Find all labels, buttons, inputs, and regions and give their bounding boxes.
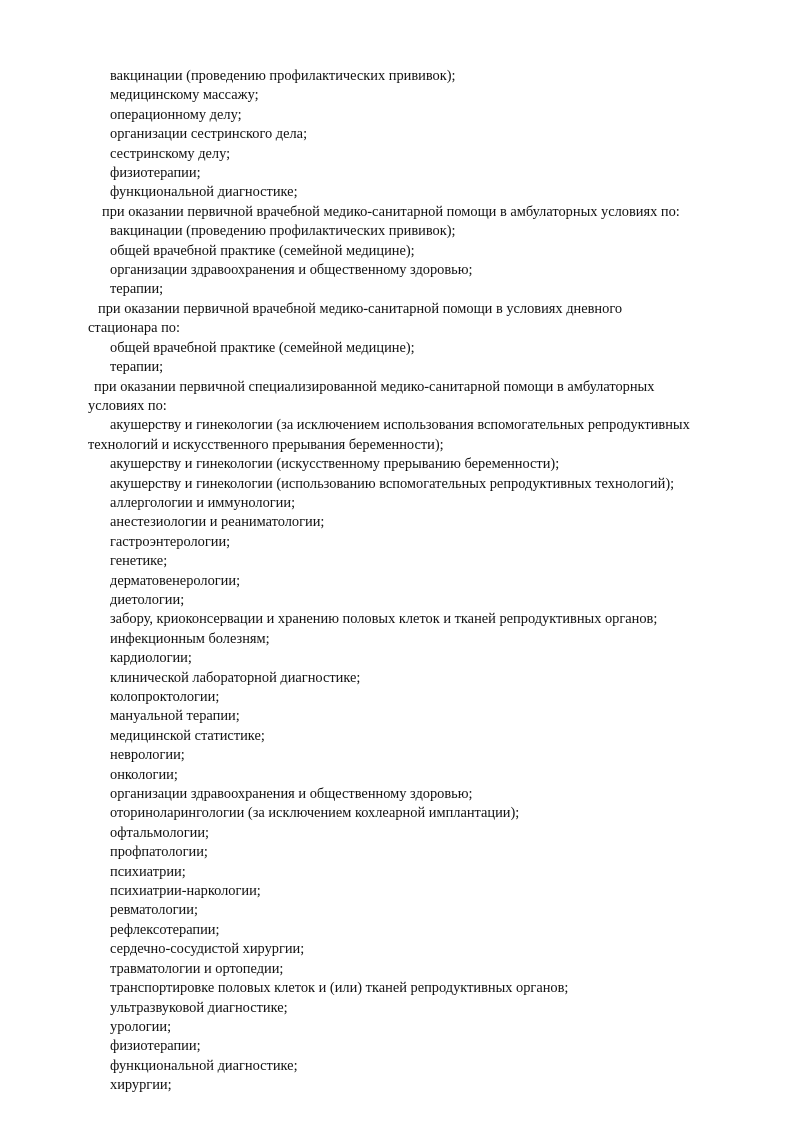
list-item: терапии; (110, 359, 164, 376)
list-item: колопроктологии; (110, 689, 220, 705)
list-item: генетике; (110, 553, 168, 570)
list-item: инфекционным болезням; (110, 630, 270, 647)
list-item: организации здравоохранения и общественному здоровью; (110, 262, 473, 279)
list-item: кардиологии; (110, 650, 192, 667)
list-item: организации сестринского дела; (110, 126, 308, 143)
list-item: клинической лабораторной диагностике; (110, 669, 361, 686)
section-heading-continuation: стационара по: (88, 320, 181, 337)
section-heading: при оказании первичной врачебной медико-санитарной помощи в амбулаторных условиях по: (102, 203, 680, 220)
list-item: анестезиологии и реаниматологии; (110, 514, 325, 531)
list-item: оториноларингологии (за исключением кохлеарной имплантации); (110, 805, 520, 822)
list-item: физиотерапии; (110, 165, 201, 182)
list-item: психиатрии-наркологии; (110, 883, 261, 900)
list-item: функциональной диагностике; (110, 184, 298, 201)
list-item: ревматологии; (110, 902, 198, 919)
list-item: онкологии; (110, 766, 178, 783)
list-item: вакцинации (проведению профилактических прививок); (110, 223, 456, 240)
document-body (88, 67, 768, 1096)
list-item: неврологии; (110, 747, 185, 764)
list-item: медицинскому массажу; (110, 87, 259, 104)
section-heading: при оказании первичной специализированной медико-санитарной помощи в амбулаторных (94, 378, 655, 395)
list-item: хирургии; (110, 1077, 172, 1094)
list-item: мануальной терапии; (110, 708, 240, 725)
section-heading: при оказании первичной врачебной медико-санитарной помощи в условиях дневного (98, 300, 623, 317)
list-item: транспортировке половых клеток и (или) тканей репродуктивных органов; (110, 980, 569, 997)
list-item: медицинской статистике; (110, 727, 265, 744)
list-item: общей врачебной практике (семейной медицине); (110, 339, 415, 356)
list-item: сердечно-сосудистой хирургии; (110, 941, 305, 958)
list-item: организации здравоохранения и общественному здоровью; (110, 786, 473, 803)
list-item: терапии; (110, 281, 164, 298)
list-item: вакцинации (проведению профилактических прививок); (110, 68, 456, 84)
list-item: дерматовенерологии; (110, 572, 241, 589)
list-item: общей врачебной практике (семейной медицине); (110, 242, 415, 259)
list-item: физиотерапии; (110, 1038, 201, 1055)
list-item: забору, криоконсервации и хранению половых клеток и тканей репродуктивных органов; (110, 611, 658, 628)
list-item: сестринскому делу; (110, 145, 231, 162)
list-item: психиатрии; (110, 863, 186, 880)
list-item: ультразвуковой диагностике; (110, 999, 288, 1016)
list-item: диетологии; (110, 591, 185, 608)
list-item: аллергологии и иммунологии; (110, 494, 296, 511)
list-item: акушерству и гинекологии (за исключением использования вспомогательных репродуктивных (110, 417, 690, 434)
list-item-continuation: технологий и искусственного прерывания беременности); (88, 436, 444, 453)
list-item: урологии; (110, 1018, 172, 1035)
list-item: рефлексотерапии; (110, 921, 220, 938)
list-item: гастроэнтерологии; (110, 533, 231, 550)
list-item: профпатологии; (110, 844, 208, 861)
list-item: операционному делу; (110, 106, 242, 123)
list-item: акушерству и гинекологии (искусственному прерыванию беременности); (110, 456, 560, 473)
section-heading-continuation: условиях по: (88, 397, 167, 414)
list-item: травматологии и ортопедии; (110, 960, 284, 977)
list-item: офтальмологии; (110, 824, 210, 841)
list-item: акушерству и гинекологии (использованию вспомогательных репродуктивных технологий); (110, 475, 675, 492)
list-item: функциональной диагностике; (110, 1057, 298, 1074)
